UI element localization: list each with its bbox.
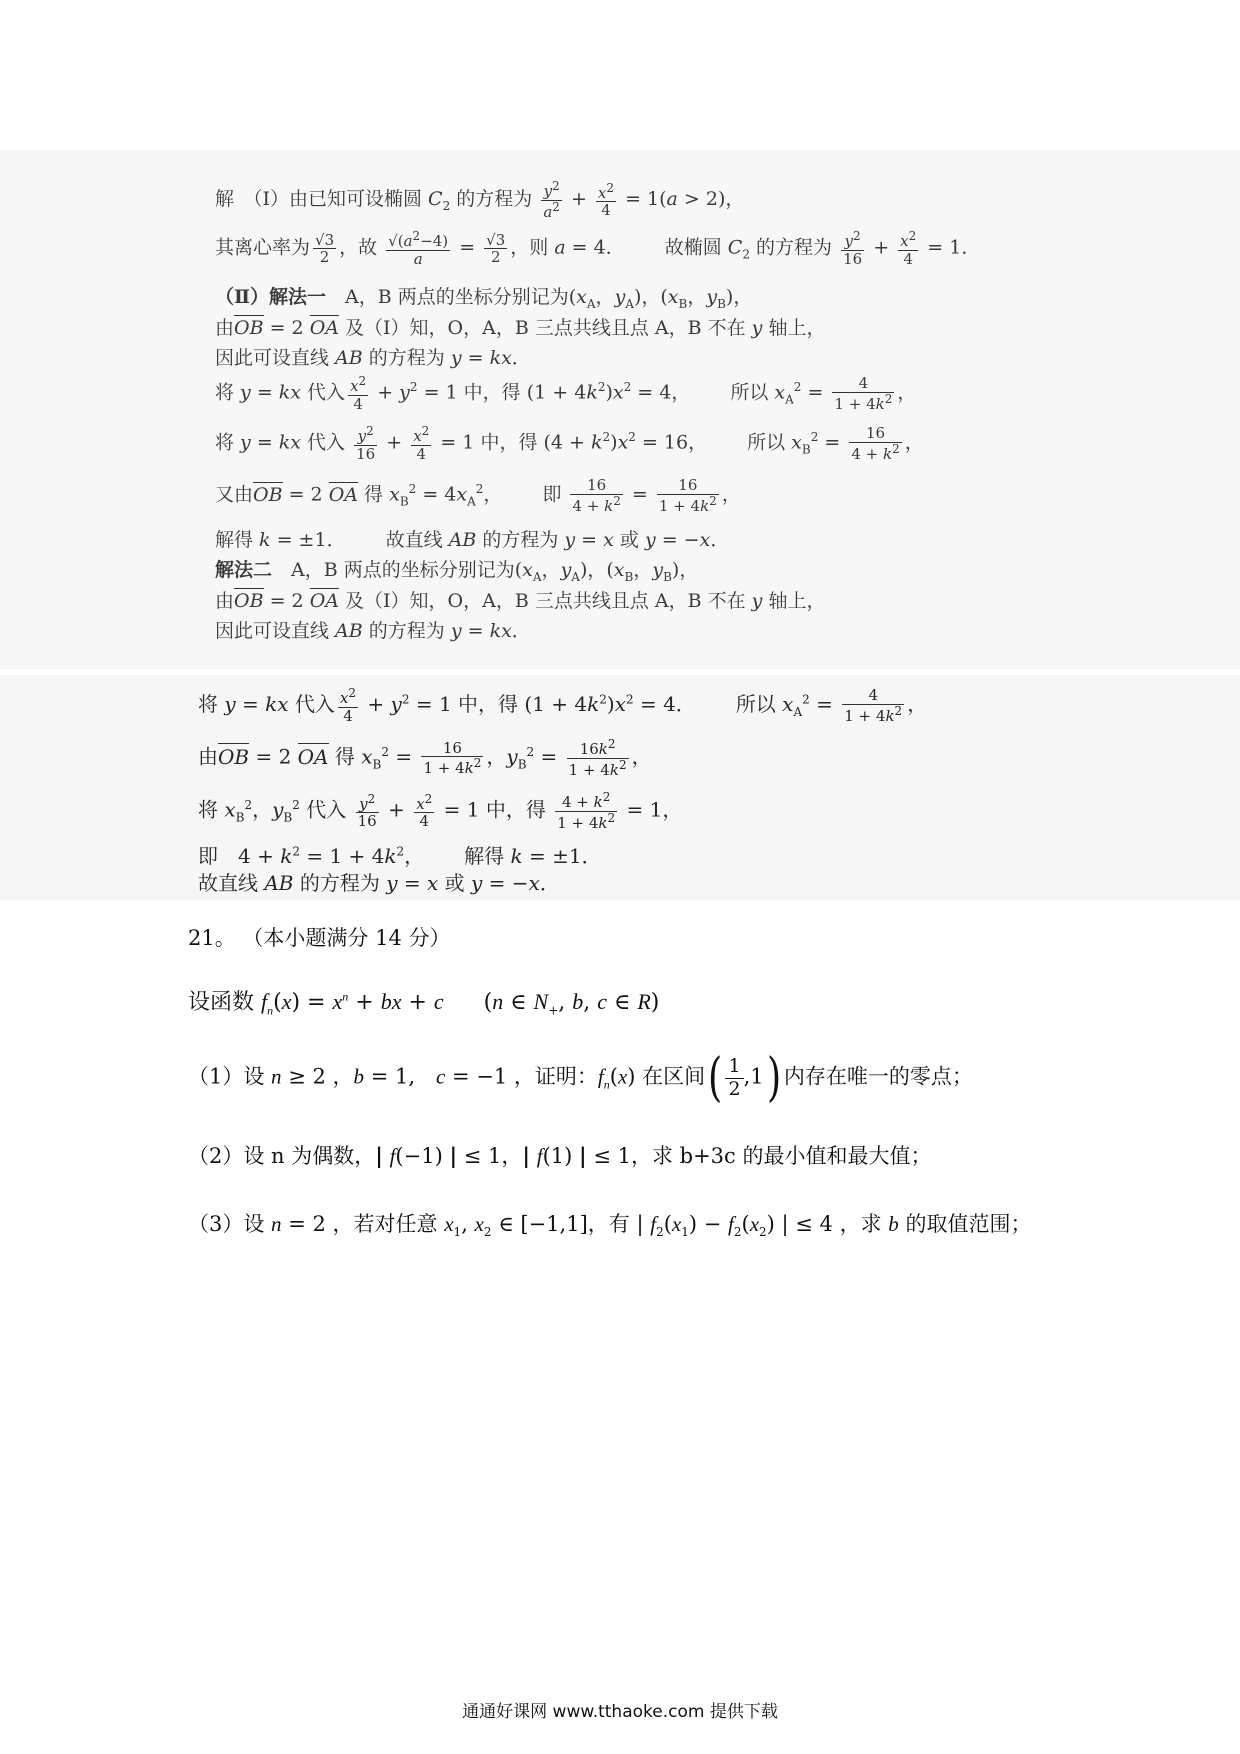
solution-line-10: 解法二 A，B 两点的坐标分别记为($x_A$，$y_A$)，($x_B$，$y_B$)， (215, 559, 699, 584)
solution-line-3: （Ⅱ）解法一 A，B 两点的坐标分别记为($x_A$，$y_A$)，($x_B$，$y_B$)， (215, 286, 753, 311)
solution-line-5: 因此可设直线 AB 的方程为 y = kx． (215, 347, 531, 369)
solution-line-17: 故直线 AB 的方程为 y = x 或 y = −x． (198, 871, 560, 895)
solution-line-8: 又由OB = 2 OA 得 $x_B^2 = 4x_A^2$， 即 $\frac{16}{4 + k^2}$ = $\frac{16}{1 + 4k^2}$ ， (215, 476, 741, 515)
problem-stem: 设函数 $f_n(x) = x^n$ + bx + c (n ∈ $N_+$, b, c ∈ R) (188, 989, 660, 1018)
problem-part-1: （1）设 n ≥ 2 ，b = 1, c = −1 ，证明：$f_n(x)$ 在区间( $\frac{1}{2},1$) 内存在唯一的零点； (188, 1048, 973, 1108)
solution-line-14: 由OB = 2 OA 得 $x_B^2$ = $\frac{16}{1 + 4k^2}$ ，$y_B^2$ = $\frac{16k^2}{1 + 4k^2}$ ， (198, 737, 652, 779)
solution-line-12: 因此可设直线 AB 的方程为 y = kx． (215, 620, 531, 642)
problem-part-3: （3）设 n = 2 ，若对任意 $x_1$, $x_2$ ∈ [−1,1]，有 | $f_2(x_1) - f_2(x_2)$ | ≤ 4 ，求 b 的取值范围； (188, 1212, 1032, 1240)
solution-line-2: 其离心率为 $\frac{√3}{2}$ ，故 $\frac{√(a^2-4)}{a}$ = $\frac{√3}{2}$ ，则 a = 4． 故椭圆 $C_2$ 的方程为 $\frac{y^2}{16}$ + $\frac{x^2}{4}$ = 1． (215, 229, 981, 268)
scanned-solution-block-2 (0, 675, 1240, 900)
solution-line-9: 解得 k = ±1． 故直线 AB 的方程为 y = x 或 y = −x． (215, 529, 730, 551)
solution-line-13: 将 y = kx 代入 $\frac{x^2}{4}$ + $y^2 = 1$ 中，得 $(1 + 4k^2)x^2 = 4$． 所以 $x_A^2$ = $\frac{4}{1 + 4k^2}$ ， (198, 686, 928, 725)
scanned-solution-block-1 (0, 150, 1240, 670)
solution-line-7: 将 y = kx 代入 $\frac{y^2}{16}$ + $\frac{x^2}{4}$ = 1 中，得 $(4 + k^2)x^2 = 16$， 所以 $x_B^2$ = $\frac{16}{4 + k^2}$ ， (215, 424, 924, 463)
page-footer: 通通好课网 www.tthaoke.com 提供下载 (462, 1702, 778, 1722)
problem-part-2: （2）设 n 为偶数，| f(−1) | ≤ 1，| f(1) | ≤ 1，求 b+3c 的最小值和最大值； (188, 1143, 932, 1168)
problem-header (188, 922, 451, 952)
solution-line-11: 由OB = 2 OA 及（Ⅰ）知，O，A，B 三点共线且点 A，B 不在 y 轴上， (215, 590, 826, 612)
solution-line-1: 解 （Ⅰ）由已知可设椭圆 $C_2$ 的方程为 $\frac{y^2}{a^2}$ + $\frac{x^2}{4}$ = 1(a > 2)， (215, 179, 745, 221)
solution-line-16: 即 $4 + k^2 = 1 + 4k^2$， 解得 k = ±1． (198, 844, 602, 868)
solution-line-4: 由OB = 2 OA 及（Ⅰ）知，O，A，B 三点共线且点 A，B 不在 y 轴上， (215, 317, 826, 339)
solution-line-6: 将 y = kx 代入 $\frac{x^2}{4}$ + $y^2 = 1$ 中，得 $(1 + 4k^2)x^2 = 4$， 所以 $x_A^2$ = $\frac{4}{1 + 4k^2}$ ， (215, 374, 917, 413)
solution-line-15: 将 $x_B^2$，$y_B^2$ 代入 $\frac{y^2}{16}$ + $\frac{x^2}{4}$ = 1 中，得 $\frac{4 + k^2}{1 + 4k^2}$ = 1， (198, 790, 683, 832)
problem-number: 21。 (188, 926, 236, 950)
problem-score: （本小题满分 14 分） (242, 926, 451, 950)
